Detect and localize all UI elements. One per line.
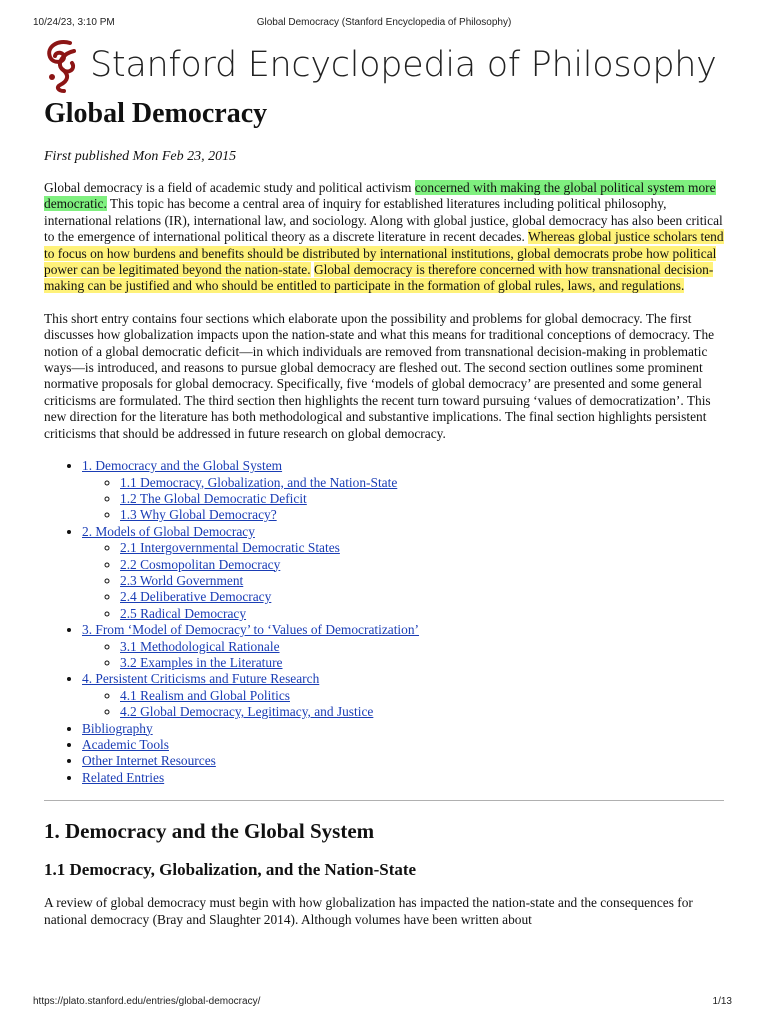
toc-subitem [120, 606, 728, 622]
toc-subitem [120, 507, 728, 523]
sep-logo-icon [40, 37, 84, 93]
site-title[interactable]: Stanford Encyclopedia of Philosophy [90, 45, 717, 85]
toc-link[interactable]: 2. Models of Global Democracy [82, 523, 255, 539]
intro-text-a: Global democracy is a field of academic study and political activism [44, 180, 415, 195]
intro-text-b: This topic has become a central area of inquiry for established literatures including political philosophy, international relations (IR), international law, and sociology. Along with global justice, global democracy has also been critical to the emergence of international political theory as a discrete literature in recent decades. [44, 196, 723, 245]
toc-sublist [82, 639, 728, 672]
print-doc-title: Global Democracy (Stanford Encyclopedia of Philosophy) [256, 17, 512, 28]
print-page-number: 1/13 [712, 996, 732, 1007]
toc-link[interactable]: 1. Democracy and the Global System [82, 458, 283, 474]
entry-title: Global Democracy [44, 98, 268, 129]
toc-link[interactable]: Academic Tools [82, 737, 169, 752]
toc-item [82, 737, 728, 753]
toc-subitem [120, 573, 728, 589]
toc-sublink[interactable]: 2.4 Deliberative Democracy [120, 589, 272, 605]
toc-subitem [120, 475, 728, 491]
toc-link[interactable]: Related Entries [82, 769, 165, 785]
toc-link[interactable]: Other Internet Resources [82, 753, 216, 769]
intro-paragraph-2: This short entry contains four sections which elaborate upon the possibility and problems for global democracy. The first discusses how globalization impacts upon the nation-state and what this means for traditional conceptions of democracy. The notion of a global democratic deficit—in which individuals are removed from transnational decision-making in problematic ways—is introduced, and reasons to pursue global democracy are fleshed out. The second section outlines some prominent normative proposals for global democracy. Specifically, five ‘models of global democracy’ are presented and some general criticisms are formulated. The third section then highlights the recent turn toward pursuing ‘values of democratization’. This new direction for the literature has both methodological and substantive implications. The final section highlights persistent criticisms that should be addressed in future research on global democracy. [44, 310, 715, 441]
toc-link[interactable]: 4. Persistent Criticisms and Future Research [82, 671, 320, 687]
toc-sublist [82, 475, 728, 524]
toc-sublink[interactable]: 4.2 Global Democracy, Legitimacy, and Justice [120, 704, 374, 720]
toc-link[interactable]: 3. From ‘Model of Democracy’ to ‘Values of Democratization’ [82, 622, 420, 638]
section-body: A review of global democracy must begin with how globalization has impacted the nation-state and the consequences for national democracy (Bray and Slaughter 2014). Although volumes have been written about [44, 895, 693, 927]
site-header[interactable] [40, 36, 717, 94]
section-divider [44, 800, 724, 801]
toc-item [82, 458, 728, 524]
toc-link[interactable]: Bibliography [82, 720, 153, 736]
print-datetime: 10/24/23, 3:10 PM [33, 17, 115, 28]
toc-item [82, 721, 728, 737]
toc-sublist [82, 540, 728, 622]
toc-sublink[interactable]: 2.1 Intergovernmental Democratic States [120, 540, 340, 556]
toc-subitem [120, 540, 728, 556]
highlight-yellow-2: Global democracy is therefore concerned with how transnational decision-making can be justified and who should be entitled to participate in the formation of global rules, laws, and regulations. [44, 262, 714, 294]
toc-item [82, 671, 728, 720]
highlight-green: concerned with making the global political system more democratic. [44, 180, 716, 212]
toc-item [82, 770, 728, 786]
subsection-heading: 1.1 Democracy, Globalization, and the Nation-State [44, 860, 417, 880]
toc-sublink[interactable]: 2.5 Radical Democracy [120, 605, 247, 621]
article-content [44, 96, 728, 928]
print-footer [0, 996, 768, 1010]
toc-sublink[interactable]: 1.3 Why Global Democracy? [120, 507, 277, 523]
toc-sublist [82, 688, 728, 721]
toc-item [82, 524, 728, 622]
toc-subitem [120, 491, 728, 507]
toc-item [82, 753, 728, 769]
toc-subitem [120, 704, 728, 720]
toc-subitem [120, 688, 728, 704]
print-url: https://plato.stanford.edu/entries/global-democracy/ [33, 996, 261, 1007]
toc-sublink[interactable]: 1.2 The Global Democratic Deficit [120, 490, 307, 506]
toc-subitem [120, 655, 728, 671]
toc-subitem [120, 589, 728, 605]
toc-sublink[interactable]: 1.1 Democracy, Globalization, and the Nation-State [120, 474, 398, 490]
pubinfo: First published Mon Feb 23, 2015 [44, 149, 237, 164]
intro-paragraph-1 [44, 180, 728, 295]
toc-item [82, 622, 728, 671]
toc-subitem [120, 557, 728, 573]
toc-sublink[interactable]: 3.1 Methodological Rationale [120, 638, 280, 654]
toc-sublink[interactable]: 2.2 Cosmopolitan Democracy [120, 556, 281, 572]
highlight-yellow-1: Whereas global justice scholars tend to focus on how burdens and benefits should be distributed by international institutions, global democrats probe how political power can be legitimated beyond the nation-state. [44, 229, 724, 278]
toc-sublink[interactable]: 2.3 World Government [120, 572, 244, 588]
print-header [0, 17, 768, 31]
table-of-contents [44, 458, 728, 786]
section-heading: 1. Democracy and the Global System [44, 819, 375, 844]
toc-sublink[interactable]: 3.2 Examples in the Literature [120, 654, 283, 670]
toc-sublink[interactable]: 4.1 Realism and Global Politics [120, 687, 290, 703]
toc-subitem [120, 639, 728, 655]
